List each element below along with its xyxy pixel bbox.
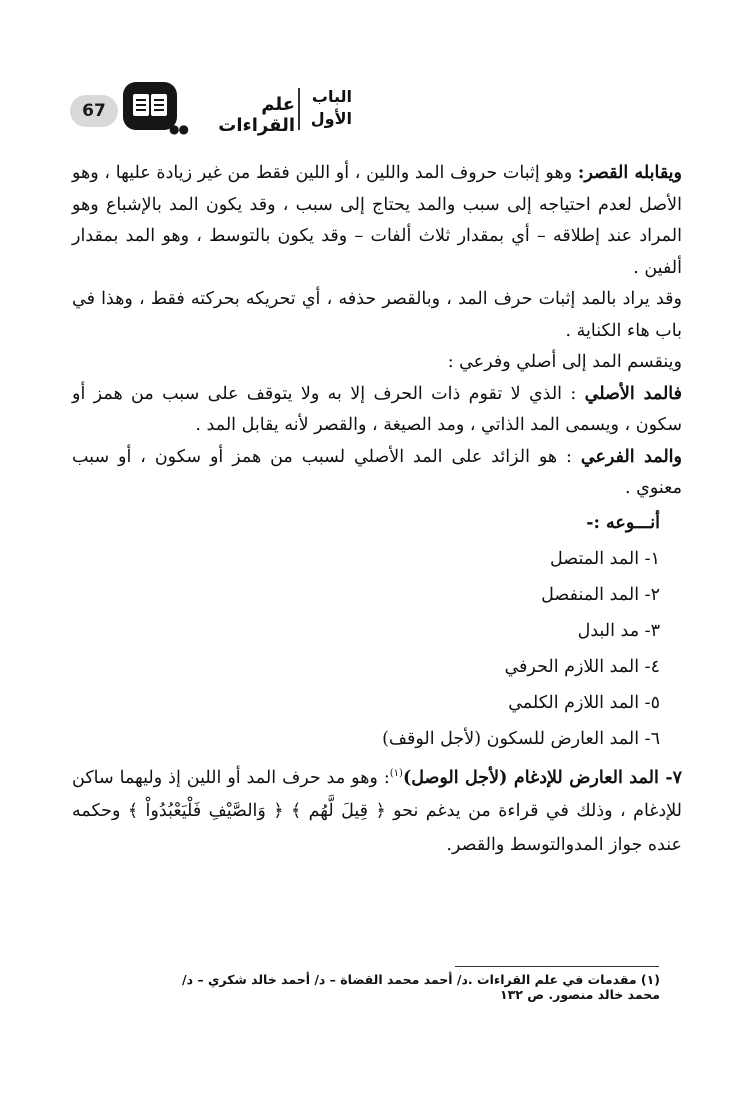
term-asli: فالمد الأصلي — [584, 383, 682, 404]
paragraph-asli — [72, 379, 682, 442]
list-item: ٢- المد المنفصل — [541, 584, 660, 605]
list-item: ٦- المد العارض للسكون (لأجل الوقف) — [382, 728, 660, 749]
list-item: ٤- المد اللازم الحرفي — [504, 656, 660, 677]
term-far3i: والمد الفرعي — [580, 446, 682, 467]
list-item: ٣- مد البدل — [577, 620, 660, 641]
footnote-divider — [455, 966, 659, 967]
chapter-label — [302, 86, 352, 130]
term-qasr: ويقابله القصر: — [577, 163, 682, 183]
chapter-line-2: الأول — [310, 109, 352, 128]
paragraph-qasr-text: وهو إثبات حروف المد واللين ، أو اللين فقط من غير زيادة عليها ، وهو الأصل لعدم احتياجه إلى سبب والمد يحتاج إلى سبب ، وقد يكون المد بالإشباع وهو المراد عند إطلاقه – أي بمقدار ثلاث ألفات – وقد يكون بالتوسط ، وهو المد بمقدار ألفين . — [72, 163, 682, 278]
paragraph-hadhf: وقد يراد بالمد إثبات حرف المد ، وبالقصر حذفه ، أي تحريكه بحركته فقط ، وهذا في باب هاء الكناية . — [72, 289, 682, 341]
list-item: ٥- المد اللازم الكلمي — [508, 692, 660, 713]
page-header — [70, 80, 670, 140]
term-idgham: ٧- المد العارض للإدغام (لأجل الوصل) — [402, 767, 682, 788]
book-icon: ●● — [123, 82, 177, 130]
paragraph-asli-text: : الذي لا تقوم ذات الحرف إلا به ولا يتوقف على سبب من همز أو سكون ، ويسمى المد الذاتي ، ومد الصيغة ، والقصر لأنه يقابل المد . — [72, 383, 682, 435]
page-body — [72, 158, 682, 862]
header-title: علم القراءات — [218, 94, 295, 136]
types-heading: أنـــوعه :- — [586, 512, 660, 533]
footnote: (١) مقدمات في علم القراءات .د/ أحمد محمد القضاة – د/ أحمد خالد شكري – د/ محمد خالد منصور. ص ١٣٢ — [182, 972, 660, 1002]
list-item-7-text: : وهو مد حرف المد أو اللين إذ وليهما ساكن للإدغام ، وذلك في قراءة من يدغم نحو ﴿ قِيلَ لَّهُم ﴾ ﴿ وَالصَّيْفِ فَلْيَعْبُدُواْ ﴾ وحكمه عنده جواز المدوالتوسط والقصر. — [72, 767, 682, 856]
list-item: ١- المد المتصل — [550, 548, 660, 569]
chapter-line-1: الباب — [311, 87, 352, 106]
paragraph-far3i-text: : هو الزائد على المد الأصلي لسبب من همز أو سكون ، أو سبب معنوي . — [72, 446, 682, 498]
page-number: 67 — [70, 95, 118, 127]
paragraph-qasr — [72, 158, 682, 284]
header-divider — [298, 88, 300, 130]
list-item-7 — [72, 757, 682, 863]
footnote-ref: (١) — [389, 767, 403, 779]
paragraph-far3i — [72, 442, 682, 505]
paragraph-division: وينقسم المد إلى أصلي وفرعي : — [447, 352, 682, 372]
